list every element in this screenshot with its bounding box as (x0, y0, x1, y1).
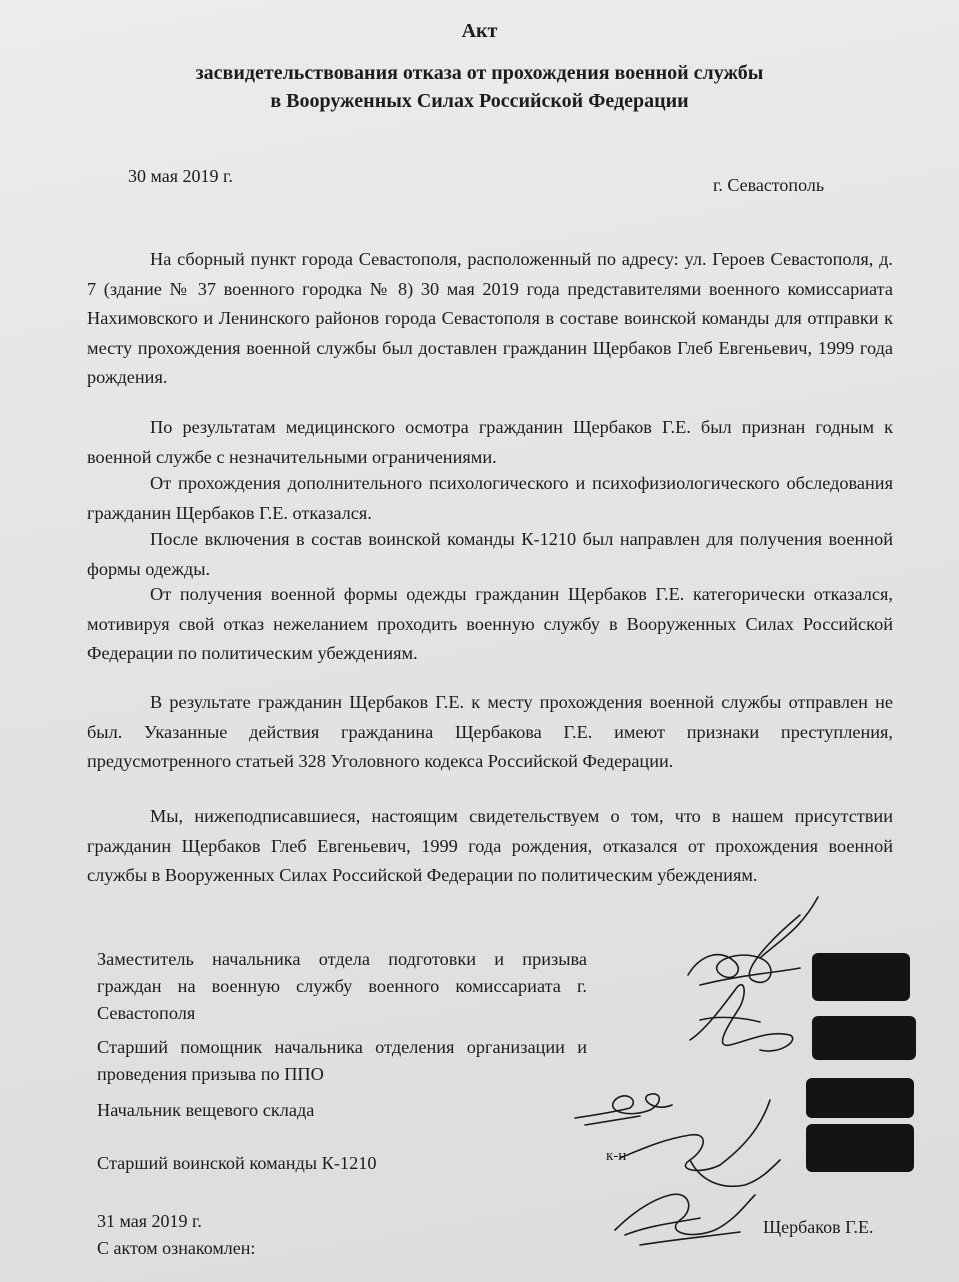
paragraph-2: По результатам медицинского осмотра гражданин Щербаков Г.Е. был признан годным к военной службе с незначительными ограничениями. (87, 417, 893, 467)
document-place: г. Севастополь (713, 175, 825, 195)
paragraph-6: В результате гражданин Щербаков Г.Е. к месту прохождения военной службы отправлен не был. Указанные действия гражданина Щербакова Г.Е. имеют признаки преступления, предусмотренного статьей 328 Уголовного кодекса Российской Федерации. (87, 692, 893, 771)
kn-note: к-н (606, 1148, 627, 1164)
signature-3 (575, 1094, 672, 1125)
document-subtitle-line1: засвидетельствования отказа от прохождения военной службы (195, 62, 764, 84)
signature-1 (688, 897, 818, 985)
document-date: 30 мая 2019 г. (128, 166, 233, 186)
ack-label: С актом ознакомлен: (97, 1238, 256, 1258)
signature-4 (620, 1100, 780, 1186)
signatory-3: Начальник вещевого склада (97, 1100, 315, 1120)
paragraph-1: На сборный пункт города Севастополя, расположенный по адресу: ул. Героев Севастополя, д. 7 (здание № 37 военного городка № 8) 30 мая 2019 года представителями военного комиссариата Нахимовского и Ленинского районов города Севастополя в составе воинской команды для отправки к месту прохождения военной службы был доставлен гражданин Щербаков Глеб Евгеньевич, 1999 года рождения. (87, 249, 893, 387)
signature-2 (690, 985, 793, 1051)
signatory-4: Старший воинской команды К-1210 (97, 1153, 377, 1173)
ack-date: 31 мая 2019 г. (97, 1211, 202, 1231)
ack-name: Щербаков Г.Е. (763, 1217, 874, 1237)
paragraph-3: От прохождения дополнительного психологического и психофизиологического обследования гражданин Щербаков Г.Е. отказался. (87, 473, 893, 523)
paragraph-5: От получения военной формы одежды гражданин Щербаков Г.Е. категорически отказался, мотивируя свой отказ нежеланием проходить военную службу в Вооруженных Силах Российской Федерации по политическим убеждениям. (87, 584, 893, 663)
paragraph-7: Мы, нижеподписавшиеся, настоящим свидетельствуем о том, что в нашем присутствии гражданин Щербаков Глеб Евгеньевич, 1999 года рождения, отказался от прохождения военной службы в Вооруженных Силах Российской Федерации по политическим убеждениям. (87, 806, 893, 885)
document-title: Акт (461, 20, 498, 42)
signatory-1: Заместитель начальника отдела подготовки и призыва граждан на военную службу военного комиссариата г. Севастополя (97, 949, 587, 1023)
paragraph-4: После включения в состав воинской команды К-1210 был направлен для получения военной формы одежды. (87, 529, 893, 579)
signatory-2: Старший помощник начальника отделения организации и проведения призыва по ППО (97, 1037, 587, 1084)
signature-5 (615, 1194, 755, 1245)
document-subtitle-line2: в Вооруженных Силах Российской Федерации (270, 90, 689, 112)
